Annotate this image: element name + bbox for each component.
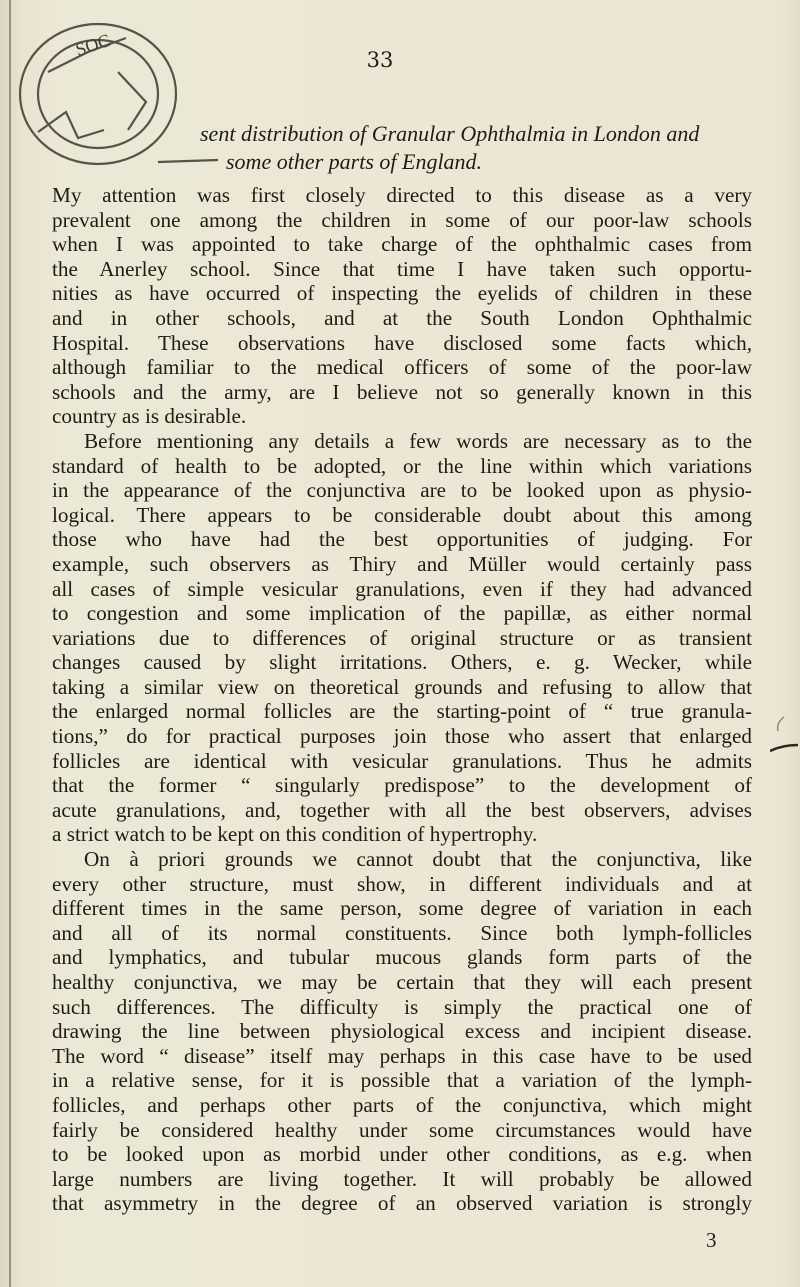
text-line: to be looked upon as morbid under other conditions, as e.g. when (52, 1142, 752, 1167)
heading-line-1: sent distribution of Granular Ophthalmia in London and (200, 121, 700, 146)
text-line: when I was appointed to take charge of the ophthalmic cases from (52, 232, 752, 257)
text-line: such differences. The difficulty is simply the practical one of (52, 994, 752, 1019)
text-line: taking a similar view on theoretical grounds and refusing to allow that (52, 674, 752, 699)
text-line: all cases of simple vesicular granulations, even if they had advanced (52, 576, 752, 601)
text-line: follicles, and perhaps other parts of the conjunctiva, which might (52, 1092, 752, 1117)
text-line: My attention was first closely directed to this disease as a very (52, 183, 752, 207)
text-line: and in other schools, and at the South London Ophthalmic (52, 305, 752, 330)
text-line: follicles are identical with vesicular granulations. Thus he admits (52, 748, 752, 773)
text-line: tions,” do for practical purposes join those who assert that enlarged (52, 724, 752, 749)
text-line: every other structure, must show, in different individuals and at (52, 871, 752, 896)
text-line: standard of health to be adopted, or the line within which variations (52, 453, 752, 478)
text-line: and lymphatics, and tubular mucous glands form parts of the (52, 945, 752, 970)
text-line: schools and the army, are I believe not so generally known in this (52, 379, 752, 404)
text-line: that asymmetry in the degree of an observed variation is strongly (52, 1191, 752, 1216)
text-line: changes caused by slight irritations. Others, e. g. Wecker, while (52, 650, 752, 675)
text-line: to congestion and some implication of the papillæ, as either normal (52, 601, 752, 626)
text-line: country as is desirable. (52, 404, 247, 429)
text-line: a strict watch to be kept on this condition of hypertrophy. (52, 822, 538, 847)
stamp-lettering: SOC (73, 29, 113, 60)
text-line: large numbers are living together. It will probably be allowed (52, 1166, 752, 1191)
text-line: fairly be considered healthy under some circumstances would have (52, 1117, 752, 1142)
text-line: the enlarged normal follicles are the starting-point of “ true granula- (52, 699, 752, 724)
text-line: Hospital. These observations have disclosed some facts which, (52, 330, 752, 355)
text-line: and all of its normal constituents. Since both lymph-follicles (52, 920, 752, 945)
text-line: The word “ disease” itself may perhaps in this case have to be used (52, 1043, 752, 1068)
signature-folio: 3 (706, 1228, 717, 1252)
text-line: different times in the same person, some degree of variation in each (52, 896, 752, 921)
text-line: Before mentioning any details a few words are necessary as to the (84, 428, 752, 453)
text-line: healthy conjunctiva, we may be certain that they will each present (52, 970, 752, 994)
section-heading (200, 120, 780, 176)
text-line: that the former “ singularly predispose” to the development of (52, 773, 752, 798)
text-line: logical. There appears to be considerable doubt about this among (52, 502, 752, 527)
text-line: nities as have occurred of inspecting the eyelids of children in these (52, 281, 752, 306)
text-line: in a relative sense, for it is possible that a variation of the lymph- (52, 1068, 752, 1093)
page-number: 33 (366, 48, 394, 72)
text-line: example, such observers as Thiry and Müller would certainly pass (52, 551, 752, 576)
text-line: On à priori grounds we cannot doubt that the conjunctiva, like (84, 847, 752, 872)
text-line: acute granulations, and, together with all the best observers, advises (52, 797, 752, 822)
heading-line-2: some other parts of England. (226, 149, 483, 174)
text-line: those who have had the best opportunities of judging. For (52, 527, 752, 552)
margin-mark-icon (770, 715, 798, 755)
text-line: prevalent one among the children in some of our poor-law schools (52, 207, 752, 232)
text-line: in the appearance of the conjunctiva are to be looked upon as physio- (52, 478, 752, 503)
text-line: the Anerley school. Since that time I have taken such opportu- (52, 256, 752, 281)
text-line: drawing the line between physiological excess and incipient disease. (52, 1019, 752, 1044)
text-line: although familiar to the medical officers of some of the poor-law (52, 355, 752, 380)
body-text (52, 183, 752, 1216)
text-line: variations due to differences of original structure or as transient (52, 625, 752, 650)
library-stamp-icon (8, 12, 218, 212)
